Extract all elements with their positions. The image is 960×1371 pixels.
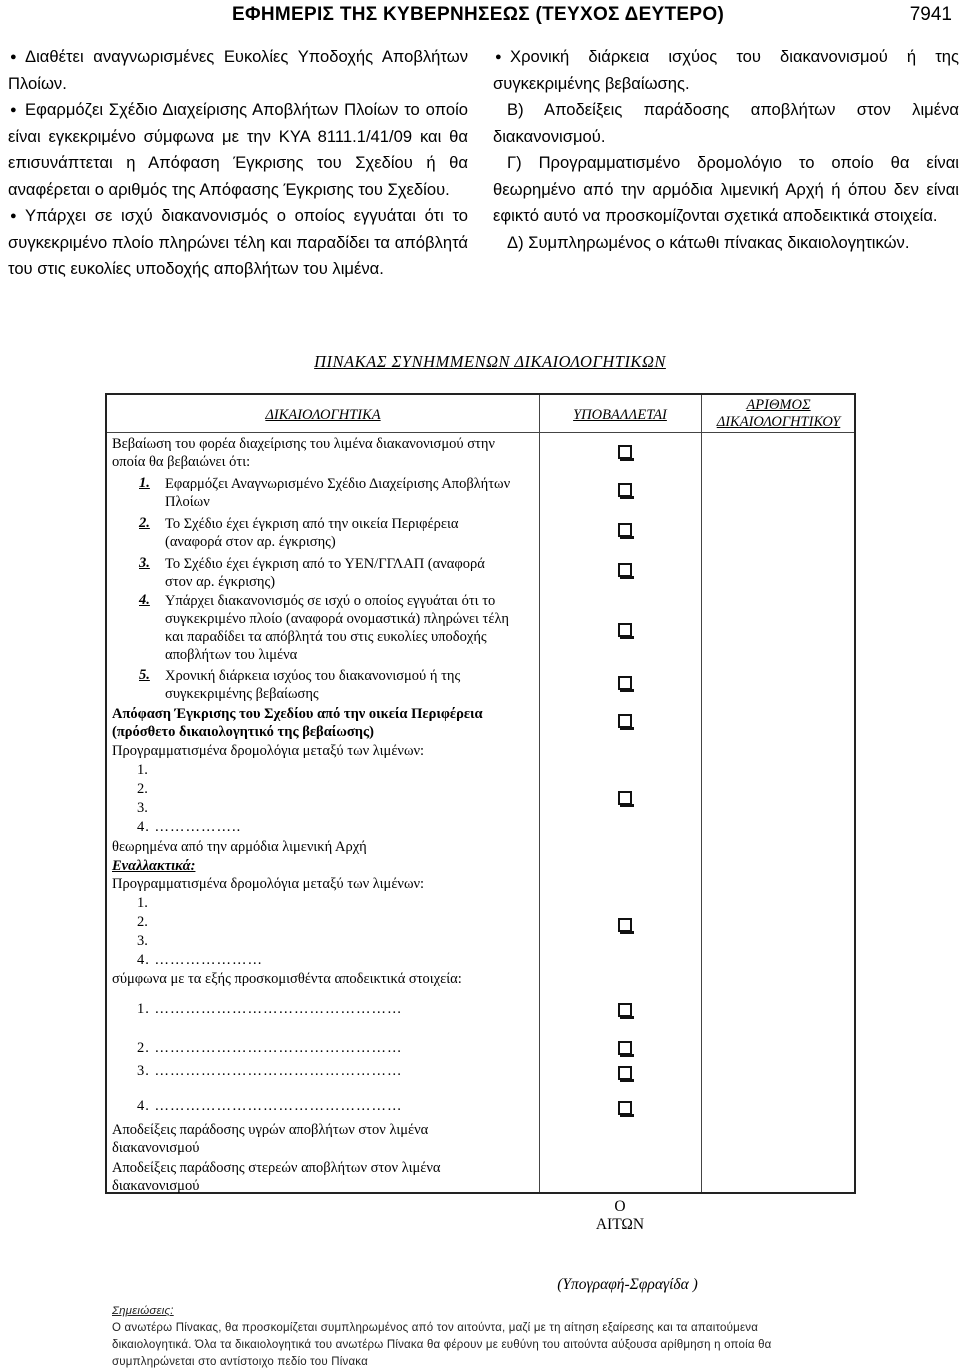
item-number: 4. xyxy=(139,592,150,608)
checkbox[interactable] xyxy=(618,1041,632,1055)
evidence-item: 3. ………………………………………… xyxy=(137,1063,403,1079)
route-item: 4. …………….. xyxy=(137,819,242,835)
right-column xyxy=(493,44,959,256)
route-item: 1. xyxy=(137,895,148,911)
form-row-text: συγκεκριμένης βεβαίωσης xyxy=(165,686,319,702)
form-row-text: Αποδείξεις παράδοσης στερεών αποβλήτων στον λιμένα xyxy=(112,1160,441,1176)
documents-table xyxy=(105,393,856,1194)
bullet-paragraph: ● Υπάρχει σε ισχύ διακανονισμός ο οποίος εγγυάται ότι το συγκεκριμένο πλοίο πληρώνει τέλη και παραδίδει τα απόβλητά του στις ευκολίες υποδοχής αποβλήτων του λιμένα. xyxy=(8,203,468,283)
alternatively-label: Εναλλακτικά: xyxy=(112,858,196,874)
checkbox[interactable] xyxy=(618,483,632,497)
notes-line: συμπληρώνεται στο αντίστοιχο πεδίο του Πίνακα xyxy=(112,1356,368,1368)
notes-label: Σημειώσεις: xyxy=(112,1305,174,1317)
signature-stamp-label: (Υπογραφή-Σφραγίδα ) xyxy=(557,1276,698,1293)
notes xyxy=(112,1303,952,1371)
form-row-text: Αποδείξεις παράδοσης υγρών αποβλήτων στον λιμένα xyxy=(112,1122,429,1138)
applicant-label: ΑΙΤΩΝ xyxy=(595,1216,645,1233)
col-header-number: ΑΡΙΘΜΟΣ xyxy=(746,397,811,413)
checkbox[interactable] xyxy=(618,1101,632,1115)
bullet-paragraph: ● Διαθέτει αναγνωρισμένες Ευκολίες Υποδοχής Αποβλήτων Πλοίων. xyxy=(8,44,468,97)
col-header-number: ΔΙΚΑΙΟΛΟΓΗΤΙΚΟΥ xyxy=(716,414,841,430)
bullet-paragraph: ● Εφαρμόζει Σχέδιο Διαχείρισης Αποβλήτων Πλοίων το οποίο είναι εγκεκριμένο σύμφωνα με την ΚΥΑ 8111.1/41/09 και θα επισυνάπτεται η Απόφαση Έγκρισης του Σχεδίου ή θα αναφέρεται ο αριθμός της Απόφασης Έγκρισης του Σχεδίου. xyxy=(8,97,468,203)
header-divider xyxy=(107,432,854,433)
form-row-text: Υπάρχει διακανονισμός σε ισχύ ο οποίος εγγυάται ότι το xyxy=(165,593,496,609)
paragraph-b: Β) Αποδείξεις παράδοσης αποβλήτων στον λιμένα διακανονισμού. xyxy=(493,100,959,146)
checkbox[interactable] xyxy=(618,445,632,459)
form-row-text: Προγραμματισμένα δρομολόγια μεταξύ των λιμένων: xyxy=(112,743,425,759)
form-row-text: διακανονισμού xyxy=(112,1140,200,1156)
gazette-title: ΕΦΗΜΕΡΙΣ ΤΗΣ ΚΥΒΕΡΝΗΣΕΩΣ (ΤΕΥΧΟΣ ΔΕΥΤΕΡΟ) xyxy=(232,4,725,25)
route-item: 2. xyxy=(137,781,148,797)
checkbox[interactable] xyxy=(618,676,632,690)
checkbox[interactable] xyxy=(618,791,632,805)
col-header-submitted: ΥΠΟΒΑΛΛΕΤΑΙ xyxy=(573,407,667,423)
form-row-text: διακανονισμού xyxy=(112,1178,200,1194)
checkbox[interactable] xyxy=(618,563,632,577)
checkbox[interactable] xyxy=(618,1003,632,1017)
form-row-text: σύμφωνα με τα εξής προσκομισθέντα αποδεικτικά στοιχεία: xyxy=(112,971,462,987)
checkbox[interactable] xyxy=(618,523,632,537)
column-divider xyxy=(539,395,540,1192)
notes-line: Ο ανωτέρω Πίνακας, θα προσκομίζεται συμπληρωμένος από τον αιτούντα, μαζί με τη αίτηση εξαίρεσης και τα απαιτούμενα xyxy=(112,1322,759,1334)
form-row-text: Το Σχέδιο έχει έγκριση από το ΥΕΝ/ΓΓΛΑΠ (αναφορά xyxy=(165,556,485,572)
form-row-text: θεωρημένα από την αρμόδια λιμενική Αρχή xyxy=(112,839,367,855)
item-number: 2. xyxy=(139,515,150,531)
route-item: 3. xyxy=(137,933,148,949)
form-row-text: Απόφαση Έγκρισης του Σχεδίου από την οικεία Περιφέρεια xyxy=(112,706,483,722)
form-row-text: και παραδίδει τα απόβλητά του στις ευκολίες υποδοχής xyxy=(165,629,487,645)
signer-article: Ο xyxy=(614,1198,626,1215)
form-row-text: στον αρ. έγκρισης) xyxy=(165,574,276,590)
form-row-text: συγκεκριμένο πλοίο (αναφορά ονομαστικά) πληρώνει τέλη xyxy=(165,611,509,627)
form-row-text: (πρόσθετο δικαιολογητικό της βεβαίωσης) xyxy=(112,724,374,740)
form-row-text: Πλοίων xyxy=(165,494,210,510)
checkbox[interactable] xyxy=(618,623,632,637)
checkbox[interactable] xyxy=(618,918,632,932)
form-title: ΠΙΝΑΚΑΣ ΣΥΝΗΜΜΕΝΩΝ ΔΙΚΑΙΟΛΟΓΗΤΙΚΩΝ xyxy=(314,352,666,371)
form-row-text: αποβλήτων του λιμένα xyxy=(165,647,298,663)
column-divider xyxy=(701,395,702,1192)
form-row-text: (αναφορά στον αρ. έγκρισης) xyxy=(165,534,336,550)
paragraph-d: Δ) Συμπληρωμένος ο κάτωθι πίνακας δικαιολογητικών. xyxy=(507,232,910,252)
form-row-text: Το Σχέδιο έχει έγκριση από την οικεία Περιφέρεια xyxy=(165,516,459,532)
checkbox[interactable] xyxy=(618,714,632,728)
route-item: 4. ………………… xyxy=(137,952,263,968)
form-row-text: Προγραμματισμένα δρομολόγια μεταξύ των λιμένων: xyxy=(112,876,425,892)
item-number: 3. xyxy=(139,555,150,571)
item-number: 1. xyxy=(139,475,150,491)
col-header-documents: ΔΙΚΑΙΟΛΟΓΗΤΙΚΑ xyxy=(265,407,381,423)
evidence-item: 4. ………………………………………… xyxy=(137,1098,403,1114)
item-number: 5. xyxy=(139,667,150,683)
bullet-paragraph: ● Χρονική διάρκεια ισχύος του διακανονισμού ή της συγκεκριμένης βεβαίωσης. xyxy=(493,44,959,97)
route-item: 2. xyxy=(137,914,148,930)
left-column xyxy=(8,44,468,283)
evidence-item: 2. ………………………………………… xyxy=(137,1040,403,1056)
route-item: 1. xyxy=(137,762,148,778)
route-item: 3. xyxy=(137,800,148,816)
evidence-item: 1. ………………………………………… xyxy=(137,1001,403,1017)
form-row-text: οποία θα βεβαιώνει ότι: xyxy=(112,454,251,470)
paragraph-c: Γ) Προγραμματισμένο δρομολόγιο το οποίο θα είναι θεωρημένο από την αρμόδια λιμενική Αρχή ή όπου δεν είναι εφικτό αυτό να προσκομίζονται σχετικά αποδεικτικά στοιχεία. xyxy=(493,153,959,225)
form-row-text: Χρονική διάρκεια ισχύος του διακανονισμού ή της xyxy=(165,668,461,684)
form-row-text: Βεβαίωση του φορέα διαχείρισης του λιμένα διακανονισμού στην xyxy=(112,436,495,452)
notes-line: δικαιολογητικά. Όλα τα δικαιολογητικά του ανωτέρω Πίνακα θα φέρουν με ευθύνη του αιτούντα αύξουσα αρίθμηση η οποία θα xyxy=(112,1339,772,1351)
checkbox[interactable] xyxy=(618,1066,632,1080)
form-row-text: Εφαρμόζει Αναγνωρισμένο Σχέδιο Διαχείρισης Αποβλήτων xyxy=(165,476,511,492)
page-number: 7941 xyxy=(909,4,952,25)
page-header xyxy=(0,2,960,30)
